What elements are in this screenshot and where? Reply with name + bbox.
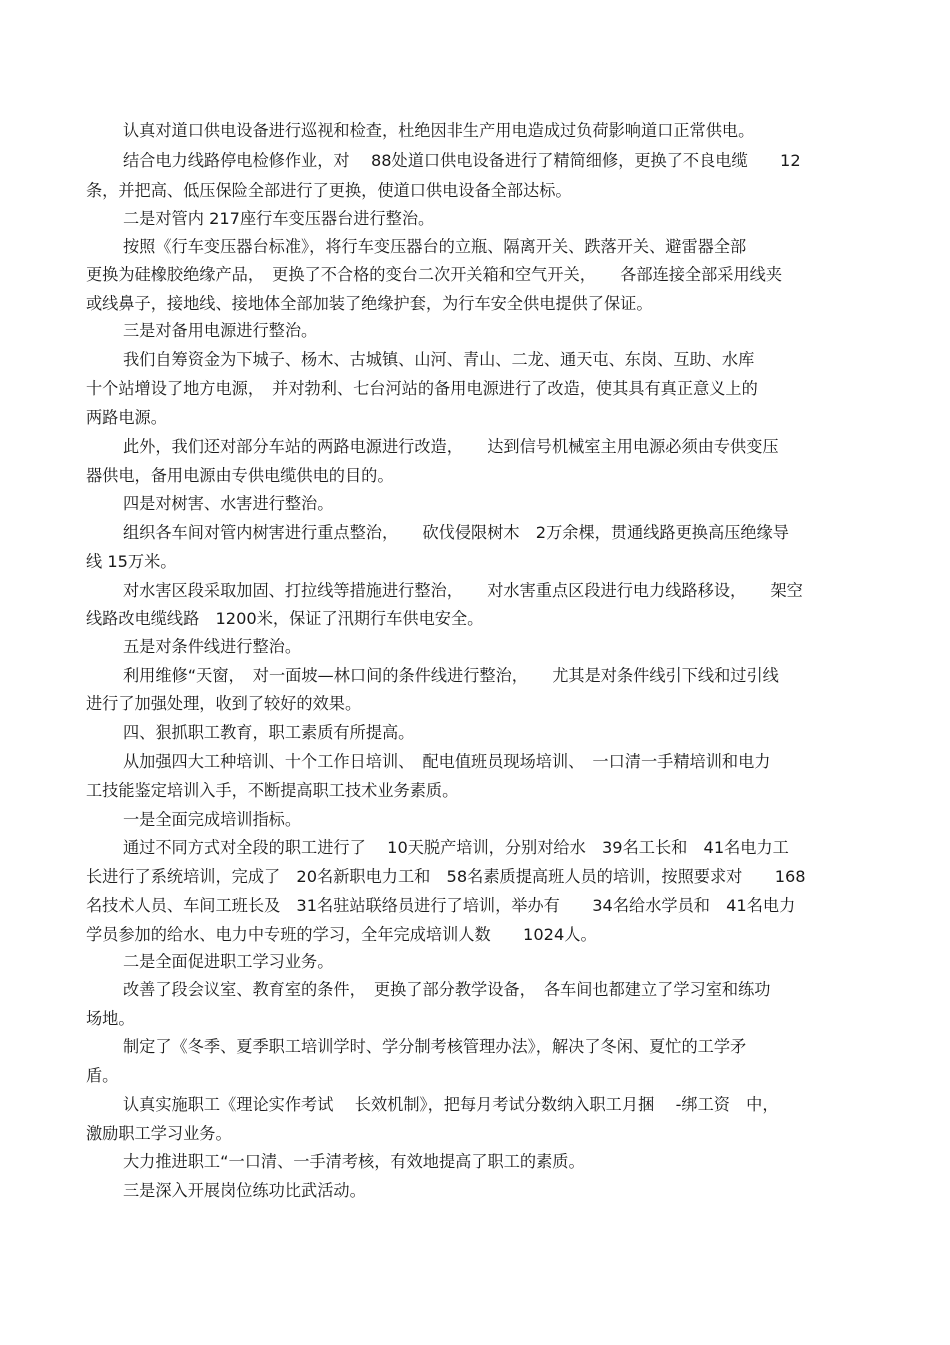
text-line: 大力推进职工“一口清、一手清考核，有效地提高了职工的素质。 (123, 1152, 585, 1171)
text-line: 三是对备用电源进行整治。 (123, 321, 318, 340)
text-line: 名技术人员、车间工班长及 31名驻站联络员进行了培训，举办有 34名给水学员和 41名电力 (86, 896, 796, 915)
text-line: 从加强四大工种培训、十个工作日培训、 配电值班员现场培训、 一口清一手精培训和电力 (123, 752, 771, 771)
text-line: 线 15万米。 (86, 552, 177, 571)
text-line: 二是全面促进职工学习业务。 (123, 952, 334, 971)
text-line: 通过不同方式对全段的职工进行了 10天脱产培训，分别对给水 39名工长和 41名电力工 (123, 838, 789, 857)
text-line: 一是全面完成培训指标。 (123, 810, 302, 829)
text-line: 工技能鉴定培训入手，不断提高职工技术业务素质。 (86, 781, 459, 800)
text-line: 两路电源。 (86, 408, 167, 427)
text-line: 线路改电缆线路 1200米，保证了汛期行车供电安全。 (86, 609, 484, 628)
text-line: 二是对管内 217座行车变压器台进行整治。 (123, 209, 435, 228)
text-line: 更换为硅橡胶绝缘产品， 更换了不合格的变台二次开关箱和空气开关， 各部连接全部采用线夹 (86, 265, 783, 284)
text-line: 场地。 (86, 1009, 135, 1028)
text-line: 或线鼻子，接地线、接地体全部加装了绝缘护套，为行车安全供电提供了保证。 (86, 294, 653, 313)
text-line: 改善了段会议室、教育室的条件， 更换了部分教学设备， 各车间也都建立了学习室和练功 (123, 980, 771, 999)
text-line: 制定了《冬季、夏季职工培训学时、学分制考核管理办法》，解决了冬闲、夏忙的工学矛 (123, 1037, 747, 1056)
text-line: 组织各车间对管内树害进行重点整治， 砍伐侵限树木 2万余棵，贯通线路更换高压绝缘导 (123, 523, 789, 542)
text-line: 十个站增设了地方电源， 并对勃利、七台河站的备用电源进行了改造，使其具有真正意义上的 (86, 379, 758, 398)
text-line: 认真实施职工《理论实作考试 长效机制》，把每月考试分数纳入职工月捆 -绑工资 中， (123, 1095, 779, 1114)
text-line: 激励职工学习业务。 (86, 1124, 232, 1143)
text-line: 我们自筹资金为下城子、杨木、古城镇、山河、青山、二龙、通天屯、东岗、互助、水库 (123, 350, 755, 369)
text-line: 器供电，备用电源由专供电缆供电的目的。 (86, 466, 394, 485)
text-line: 结合电力线路停电检修作业，对 88处道口供电设备进行了精简细修，更换了不良电缆 12 (123, 151, 801, 170)
text-line: 条，并把高、低压保险全部进行了更换，使道口供电设备全部达标。 (86, 181, 572, 200)
text-line: 此外，我们还对部分车站的两路电源进行改造， 达到信号机械室主用电源必须由专供变压 (123, 437, 779, 456)
text-line: 长进行了系统培训，完成了 20名新职电力工和 58名素质提高班人员的培训，按照要求对 168 (86, 867, 806, 886)
text-line: 盾。 (86, 1066, 119, 1085)
text-line: 对水害区段采取加固、打拉线等措施进行整治， 对水害重点区段进行电力线路移设， 架空 (123, 581, 803, 600)
text-line: 进行了加强处理，收到了较好的效果。 (86, 694, 362, 713)
text-line: 学员参加的给水、电力中专班的学习，全年完成培训人数 1024人。 (86, 925, 597, 944)
text-line: 按照《行车变压器台标准》，将行车变压器台的立瓶、隔离开关、跌落开关、避雷器全部 (123, 237, 747, 256)
text-line: 四是对树害、水害进行整治。 (123, 494, 334, 513)
text-line: 四、狠抓职工教育，职工素质有所提高。 (123, 723, 415, 742)
text-line: 认真对道口供电设备进行巡视和检查，杜绝因非生产用电造成过负荷影响道口正常供电。 (123, 121, 755, 140)
text-line: 利用维修“天窗， 对一面坡—林口间的条件线进行整治， 尤其是对条件线引下线和过引线 (123, 666, 779, 685)
text-line: 五是对条件线进行整治。 (123, 637, 302, 656)
text-line: 三是深入开展岗位练功比武活动。 (123, 1181, 366, 1200)
